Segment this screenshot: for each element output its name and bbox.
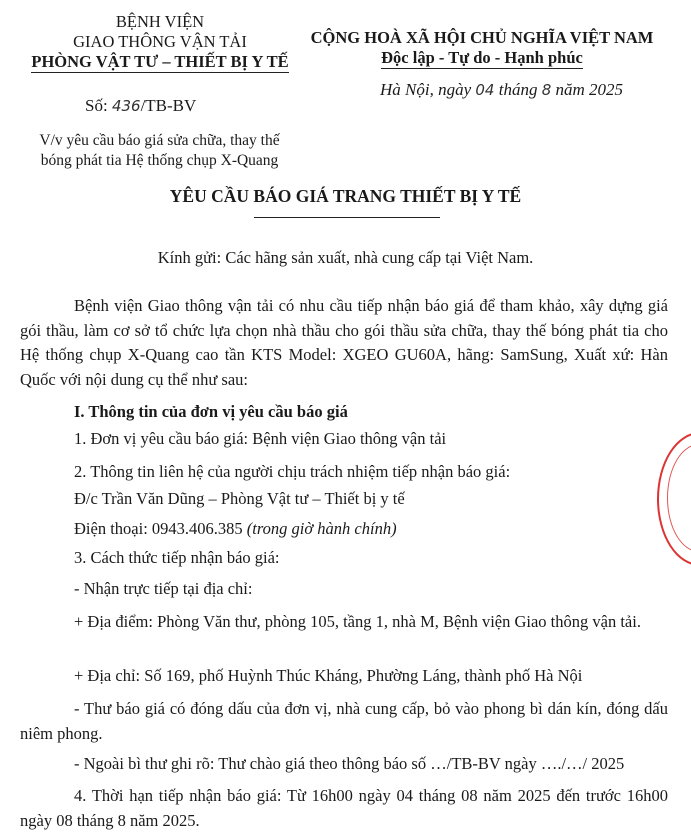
date-day: 04: [475, 81, 495, 99]
contact-person: Đ/c Trần Văn Dũng – Phòng Vật tư – Thiết bị y tế: [74, 489, 405, 508]
red-seal: [657, 432, 691, 566]
subject-line-2: bóng phát tia Hệ thống chụp X-Quang: [40, 152, 279, 169]
issuer-line-2: GIAO THÔNG VẬN TẢI: [73, 32, 247, 51]
intro-paragraph: Bệnh viện Giao thông vận tải có nhu cầu tiếp nhận báo giá để tham khảo, xây dựng giá gói thầu, làm cơ sở tổ chức lựa chọn nhà thầu cho gói thầu sửa chữa, thay thế bóng phát tia cho Hệ thống chụp X-Quang cao tần KTS Model: XGEO GU60A, hãng: SamSung, Xuất xứ: Hàn Quốc với nội dung cụ thể như sau:: [20, 296, 668, 389]
item-4-deadline: 4. Thời hạn tiếp nhận báo giá: Từ 16h00 ngày 04 tháng 08 năm 2025 đến trước 16h00 ngày 08 tháng 8 năm 2025.: [20, 786, 668, 830]
item-1: 1. Đơn vị yêu cầu báo giá: Bệnh viện Giao thông vận tải: [74, 429, 447, 448]
issue-date: Hà Nội, ngày 04 tháng 8 năm 2025: [380, 80, 624, 99]
subject-line-1: V/v yêu cầu báo giá sửa chữa, thay thế: [39, 132, 280, 149]
document-number: Số: 436/TB-BV: [85, 96, 197, 115]
subject-block: [22, 131, 297, 171]
item-3: 3. Cách thức tiếp nhận báo giá:: [74, 548, 280, 567]
issuer-line-1: BỆNH VIỆN: [115, 12, 205, 31]
date-month: 8: [541, 81, 552, 99]
location-detail: + Địa điểm: Phòng Văn thư, phòng 105, tầng 1, nhà M, Bệnh viện Giao thông vận tải.: [74, 612, 641, 631]
national-heading: [308, 28, 656, 69]
contact-phone: Điện thoại: 0943.406.385 (trong giờ hành chính): [74, 519, 397, 538]
direct-delivery: - Nhận trực tiếp tại địa chỉ:: [74, 579, 253, 598]
envelope-instruction: - Thư báo giá có đóng dấu của đơn vị, nhà cung cấp, bỏ vào phong bì dán kín, đóng dấu niêm phong.: [20, 699, 668, 743]
envelope-note: - Ngoài bì thư ghi rõ: Thư chào giá theo thông báo số …/TB-BV ngày …./…/ 2025: [74, 754, 625, 773]
issuer-block: [20, 12, 300, 73]
section-1-heading: I. Thông tin của đơn vị yêu cầu báo giá: [74, 402, 348, 421]
item-2: 2. Thông tin liên hệ của người chịu trách nhiệm tiếp nhận báo giá:: [74, 462, 511, 481]
address-detail: + Địa chỉ: Số 169, phố Huỳnh Thúc Kháng, Phường Láng, thành phố Hà Nội: [74, 666, 583, 685]
national-motto: Độc lập - Tự do - Hạnh phúc: [381, 48, 583, 67]
number-handwritten: 436: [111, 97, 141, 115]
document-title: YÊU CẦU BÁO GIÁ TRANG THIẾT BỊ Y TẾ: [169, 186, 522, 206]
issuer-department: PHÒNG VẬT TƯ – THIẾT BỊ Y TẾ: [31, 52, 289, 71]
title-underline: [254, 217, 440, 218]
recipient-line: Kính gửi: Các hãng sản xuất, nhà cung cấp tại Việt Nam.: [157, 248, 534, 267]
national-title: CỘNG HOÀ XÃ HỘI CHỦ NGHĨA VIỆT NAM: [310, 28, 654, 47]
